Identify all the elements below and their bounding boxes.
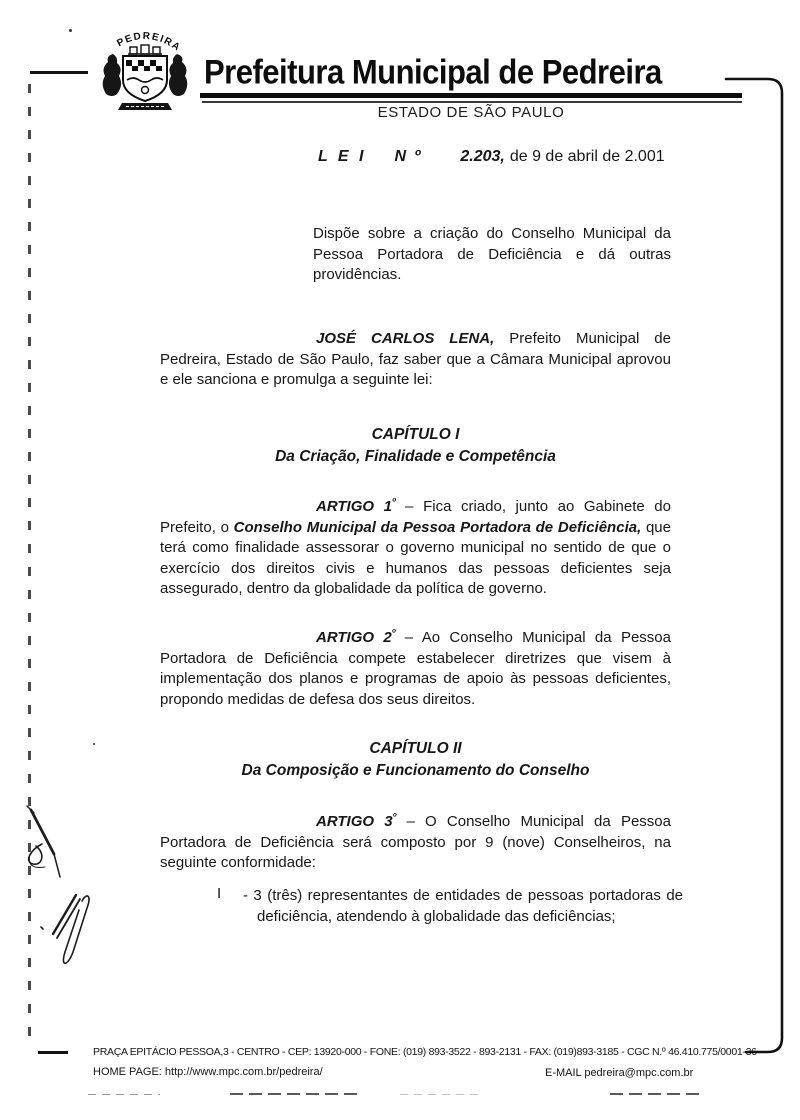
article-1-paragraph: ARTIGO $1^º$ – Fica criado, junto ao Gabinete do Prefeito, o Conselho Municipal da Pessoa Portadora de Deficiência, que terá como finalidade assessorar o governo municipal no sentido de que o exercício dos direitos civis e humanos das pessoas deficientes seja assegurado, dentro da globalidade da política de governo.	[160, 497, 671, 597]
footer-homepage: HOME PAGE: http://www.mpc.com.br/pedreira/	[93, 1066, 323, 1078]
law-label-numero: N º	[394, 148, 423, 165]
chapter-1-heading	[160, 424, 671, 467]
pedreira-coat-of-arms-logo	[98, 24, 192, 112]
header-subtitle: ESTADO DE SÃO PAULO	[377, 104, 565, 121]
scan-noise-line	[230, 1093, 358, 1095]
logo-right-tree	[169, 54, 187, 96]
footer-left-rule	[38, 1051, 68, 1054]
binding-hole-marks	[28, 84, 31, 1042]
article-2-label: ARTIGO 2	[316, 629, 392, 646]
chapter-2-title: CAPÍTULO II	[369, 740, 462, 757]
footer-address-line: PRAÇA EPITÁCIO PESSOA,3 - CENTRO - CEP: 13920-000 - FONE: (019) 893-3522 - 893-2131 - FAX: (019)893-3185 - CGC N.º 46.410.775/0001-36	[93, 1046, 757, 1058]
scan-speck	[69, 29, 72, 32]
chapter-1-subtitle: Da Criação, Finalidade e Competência	[275, 447, 556, 465]
article-3-label: ARTIGO 3	[316, 813, 393, 830]
chapter-1-title: CAPÍTULO I	[371, 426, 460, 443]
law-summary: Dispõe sobre a criação do Conselho Municipal da Pessoa Portadora de Deficiência e dá outras providências.	[313, 225, 671, 283]
article-3-item-1-text: - 3 (três) representantes de entidades de pessoas portadoras de deficiência, atendendo à globalidade das deficiências;	[243, 887, 683, 925]
preamble-paragraph	[160, 329, 671, 391]
article-2-paragraph: ARTIGO $2^º$ – Ao Conselho Municipal da Pessoa Portadora de Deficiência compete estabelecer diretrizes que visem à implementação dos planos e programas de apoio às pessoas deficientes, propondo medidas de defesa dos seus direitos.	[160, 628, 671, 708]
scan-speck	[93, 743, 95, 745]
chapter-2-subtitle: Da Composição e Funcionamento do Conselho	[241, 761, 590, 779]
preamble-text: Prefeito Municipal de Pedreira, Estado de São Paulo, faz saber que a Câmara Municipal aprovou e ele sanciona e promulga a seguinte lei:	[160, 330, 671, 388]
logo-text: PEDREIRA	[115, 30, 183, 55]
mayor-name: JOSÉ CARLOS LENA,	[316, 330, 495, 347]
law-number: 2.203,	[460, 148, 505, 165]
top-left-rule	[30, 71, 88, 74]
council-name-bold: Conselho Municipal da Pessoa Portadora de Deficiência,	[233, 518, 642, 536]
law-number-line	[318, 148, 665, 166]
logo-left-tree	[103, 54, 121, 96]
scan-noise-line	[88, 1094, 160, 1095]
article-3-paragraph: ARTIGO $3^º$ – O Conselho Municipal da Pessoa Portadora de Deficiência será composto por 9 (nove) Conselheiros, na seguinte conformidade:	[160, 812, 671, 871]
title-underline-thick	[200, 93, 742, 98]
footer-email: E-MAIL pedreira@mpc.com.br	[545, 1067, 694, 1079]
scan-noise-line	[610, 1093, 702, 1095]
title-underline-thin	[202, 101, 742, 103]
chapter-2-heading	[160, 738, 671, 781]
scan-noise-line	[400, 1094, 480, 1095]
article-1-label: ARTIGO 1	[316, 498, 392, 515]
page-title: Prefeitura Municipal de Pedreira	[204, 52, 662, 92]
article-3-item-1-numeral: I	[217, 885, 222, 902]
law-date: de 9 de abril de 2.001	[509, 148, 665, 165]
law-label-lei: L E I	[318, 148, 367, 165]
